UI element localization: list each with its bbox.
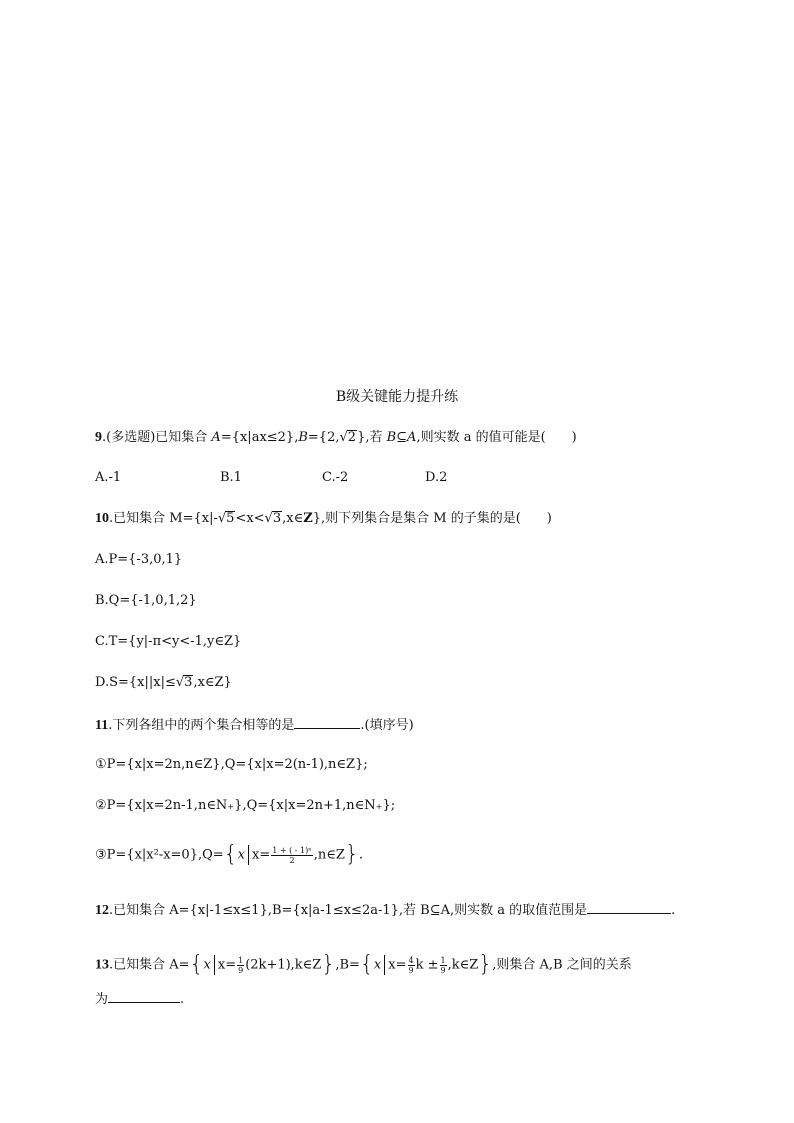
- question-10: [95, 509, 552, 529]
- option-b: B.1: [220, 470, 242, 485]
- set-var: x: [373, 957, 382, 973]
- sqrt-radicand: 3: [272, 511, 282, 526]
- set-eq: x=: [388, 957, 407, 973]
- question-tail: ,则集合 A,B 之间的关系: [492, 957, 632, 973]
- question-stem: .下列各组中的两个集合相等的是: [108, 718, 295, 733]
- q11-item-3: [95, 842, 364, 867]
- fraction-denominator: 2: [289, 855, 295, 865]
- question-stem: .已知集合 A=: [109, 957, 190, 973]
- stem-mid: ,B=: [335, 957, 360, 973]
- section-title: B级关键能力提升练: [335, 389, 459, 405]
- set-eq: x=: [217, 957, 237, 973]
- integer-set-symbol: Z: [303, 511, 313, 526]
- fraction: [440, 956, 447, 975]
- question-number: 13: [95, 957, 109, 973]
- inequality-mid: <x<: [235, 511, 265, 526]
- option-d-pre: D.S={x||x|≤: [95, 675, 176, 690]
- fraction-numerator: 4: [408, 955, 414, 965]
- fraction-denominator: 9: [238, 965, 244, 975]
- right-brace: }: [321, 952, 336, 977]
- answer-blank[interactable]: [294, 714, 360, 729]
- set-condition: ,k∈Z: [447, 957, 479, 973]
- sqrt-radicand: 3: [184, 675, 193, 690]
- sqrt-icon: √: [175, 675, 185, 690]
- right-brace: }: [344, 842, 359, 867]
- left-brace: {: [189, 952, 204, 977]
- answer-blank[interactable]: [587, 899, 671, 914]
- fraction-numerator: 1: [238, 955, 244, 965]
- option-c: C.-2: [322, 470, 349, 485]
- fraction: [271, 846, 312, 865]
- set-a-def: ={x|ax≤2},: [220, 430, 299, 445]
- fraction: [237, 956, 244, 975]
- line-2-pre: 为: [95, 992, 109, 1007]
- question-stem: .已知集合 M={x|-: [109, 511, 218, 526]
- set-eq: x=: [252, 847, 271, 863]
- stem-post: ,x∈: [282, 511, 304, 526]
- set-var: x: [237, 847, 246, 863]
- set-bar: [384, 955, 385, 975]
- question-9: [95, 428, 577, 448]
- question-end: .: [671, 903, 676, 918]
- set-b-def: ={2,: [307, 430, 340, 445]
- fraction-numerator: 1: [440, 955, 446, 965]
- question-number: 10: [95, 511, 109, 526]
- question-number: 11: [95, 718, 109, 733]
- question-tail: ,则实数 a 的值可能是( ): [416, 430, 577, 445]
- question-13: [95, 952, 632, 977]
- set-var: x: [203, 957, 211, 973]
- question-number: 9: [95, 430, 102, 445]
- set-b-end: },若: [357, 430, 387, 445]
- line-2-end: .: [180, 992, 185, 1007]
- sqrt-radicand: 2: [347, 430, 357, 445]
- set-bar: [248, 845, 249, 865]
- left-brace: {: [359, 952, 374, 977]
- q11-item-1: ①P={x|x=2n,n∈Z},Q={x|x=2(n-1),n∈Z};: [95, 757, 368, 772]
- answer-blank[interactable]: [108, 988, 180, 1003]
- item-3-end: .: [358, 847, 364, 863]
- q10-option-a: A.P={-3,0,1}: [95, 552, 183, 567]
- question-13-line-2: [95, 988, 184, 1010]
- q10-option-d: [95, 673, 232, 693]
- set-b-symbol: B: [298, 430, 308, 445]
- set-a-symbol: A: [211, 430, 221, 445]
- set-k: k ±: [415, 957, 439, 973]
- q10-option-c: C.T={y|-π<y<-1,y∈Z}: [95, 634, 242, 649]
- subset-condition: B⊆A: [386, 430, 417, 445]
- right-brace: }: [478, 952, 493, 977]
- set-bar: [214, 955, 215, 975]
- option-a: A.-1: [95, 470, 122, 485]
- set-condition: (2k+1),k∈Z: [245, 957, 322, 973]
- fraction-numerator: 1 + ( - 1)ⁿ: [272, 845, 312, 855]
- question-11: [95, 714, 414, 736]
- left-brace: {: [223, 842, 238, 867]
- question-12: [95, 899, 675, 921]
- option-d-post: ,x∈Z}: [193, 675, 232, 690]
- question-stem: .已知集合 A={x|-1≤x≤1},B={x|a-1≤x≤2a-1},若 B⊆A,则实数 a 的取值范围是: [109, 903, 588, 918]
- question-tail: .(填序号): [360, 718, 414, 733]
- question-number: 12: [95, 903, 109, 918]
- sqrt-icon: √: [264, 511, 273, 526]
- sqrt-icon: √: [217, 511, 227, 526]
- fraction: [408, 956, 415, 975]
- fraction-denominator: 9: [408, 965, 414, 975]
- sqrt-radicand: 5: [226, 511, 235, 526]
- question-stem: .(多选题)已知集合: [102, 430, 212, 445]
- set-condition: ,n∈Z: [313, 847, 345, 863]
- sqrt-icon: √: [339, 430, 348, 445]
- q10-option-b: B.Q={-1,0,1,2}: [95, 593, 197, 608]
- question-tail: },则下列集合是集合 M 的子集的是( ): [312, 511, 552, 526]
- q11-item-2: ②P={x|x=2n-1,n∈N₊},Q={x|x=2n+1,n∈N₊};: [95, 798, 396, 813]
- option-d: D.2: [425, 470, 448, 485]
- item-3-pre: ③P={x|x²-x=0},Q=: [95, 847, 224, 863]
- fraction-denominator: 9: [440, 965, 446, 975]
